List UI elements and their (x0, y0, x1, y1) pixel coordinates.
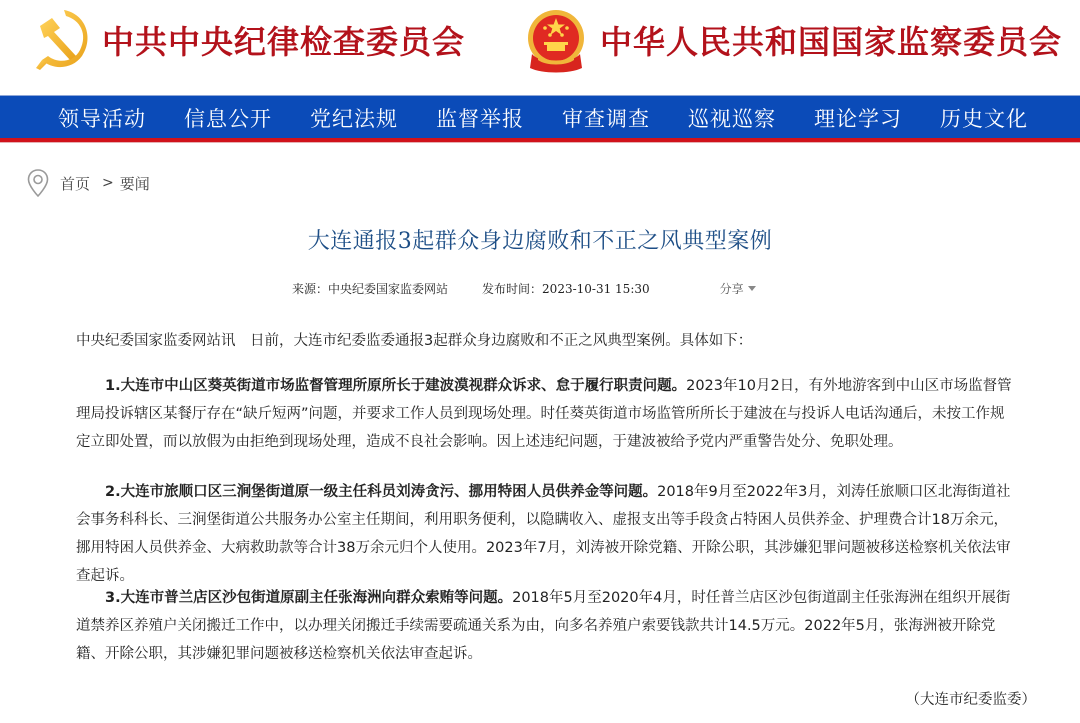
ccdi-name: 中共中央纪律检查委员会 (102, 23, 466, 61)
article-meta (292, 280, 756, 297)
case-heading-3: 3.大连市普兰店区沙包街道原副主任张海洲向群众索贿等问题。 (105, 590, 513, 606)
case-body-1: 2023年10月2日，有外地游客到中山区市场监督管理局投诉辖区某餐厅存在“缺斤短两”问题，并要求工作人员到现场处理。时任葵英街道市场监管所所长于建波在与投诉人电话沟通后，未按工作规定立即处置，而以放假为由拒绝到现场处理，造成不良社会影响。因上述违纪问题，于建波被给予党内严重警告处分、免职处理。 (76, 378, 1012, 450)
nav-item-inspection[interactable]: 巡视巡察 (688, 106, 776, 131)
share-label: 分享 (719, 282, 744, 296)
article-signoff: （大连市纪委监委） (905, 692, 1036, 708)
hammer-sickle-icon (28, 4, 100, 76)
case-paragraph-1 (76, 372, 1012, 456)
nsc-name: 中华人民共和国国家监察委员会 (600, 23, 1063, 61)
case-paragraph-2 (76, 478, 1012, 590)
article-title: 大连通报3起群众身边腐败和不正之风典型案例 (307, 229, 773, 254)
national-emblem-icon (520, 4, 592, 76)
publish-time-value: 2023-10-31 15:30 (542, 281, 650, 296)
location-pin-icon (26, 168, 50, 198)
nav-divider (0, 142, 1080, 143)
case-body-3: 2018年5月至2020年4月，时任普兰店区沙包街道副主任张海洲在组织开展街道禁养区养殖户关闭搬迁工作中，以办理关闭搬迁手续需要疏通关系为由，向多名养殖户索要钱款共计14.5万元。2022年5月，张海洲被开除党籍、开除公职，其涉嫌犯罪问题被移送检察机关依法审查起诉。 (76, 590, 1011, 662)
breadcrumb-separator: > (102, 175, 114, 191)
breadcrumb (26, 168, 150, 198)
share-button[interactable] (720, 280, 756, 297)
main-nav (0, 95, 1080, 138)
nav-item-investigation[interactable]: 审查调查 (562, 106, 650, 131)
source-label: 来源： (292, 282, 329, 296)
nav-item-disclosure[interactable]: 信息公开 (184, 106, 272, 131)
ccdi-logo-link[interactable] (28, 0, 465, 80)
nav-item-regulations[interactable]: 党纪法规 (310, 106, 398, 131)
article-intro: 中央纪委国家监委网站讯 日前，大连市纪委监委通报3起群众身边腐败和不正之风典型案例。具体如下： (76, 333, 753, 349)
nav-item-leadership[interactable]: 领导活动 (58, 106, 146, 131)
case-heading-2: 2.大连市旅顺口区三涧堡街道原一级主任科员刘涛贪污、挪用特困人员供养金等问题。 (105, 484, 658, 500)
nsc-logo-link[interactable] (520, 0, 1062, 80)
breadcrumb-home[interactable]: 首页 (60, 174, 91, 193)
nav-item-reporting[interactable]: 监督举报 (436, 106, 524, 131)
breadcrumb-current[interactable]: 要闻 (119, 174, 150, 193)
case-paragraph-3 (76, 584, 1012, 668)
publish-time-label: 发布时间： (482, 282, 543, 296)
source-value: 中央纪委国家监委网站 (328, 282, 449, 296)
case-body-2: 2018年9月至2022年3月，刘涛任旅顺口区北海街道社会事务科科长、三涧堡街道公共服务办公室主任期间，利用职务便利，以隐瞒收入、虚报支出等手段贪占特困人员供养金、护理费合计18万余元，挪用特困人员供养金、大病救助款等合计38万余元归个人使用。2023年7月，刘涛被开除党籍、开除公职，其涉嫌犯罪问题被移送检察机关依法审查起诉。 (76, 484, 1011, 584)
site-header (0, 0, 1080, 95)
nav-item-theory[interactable]: 理论学习 (814, 106, 902, 131)
caret-down-icon (748, 286, 756, 291)
case-heading-1: 1.大连市中山区葵英街道市场监督管理所原所长于建波漠视群众诉求、怠于履行职责问题。 (105, 378, 687, 394)
nav-item-history[interactable]: 历史文化 (940, 106, 1028, 131)
